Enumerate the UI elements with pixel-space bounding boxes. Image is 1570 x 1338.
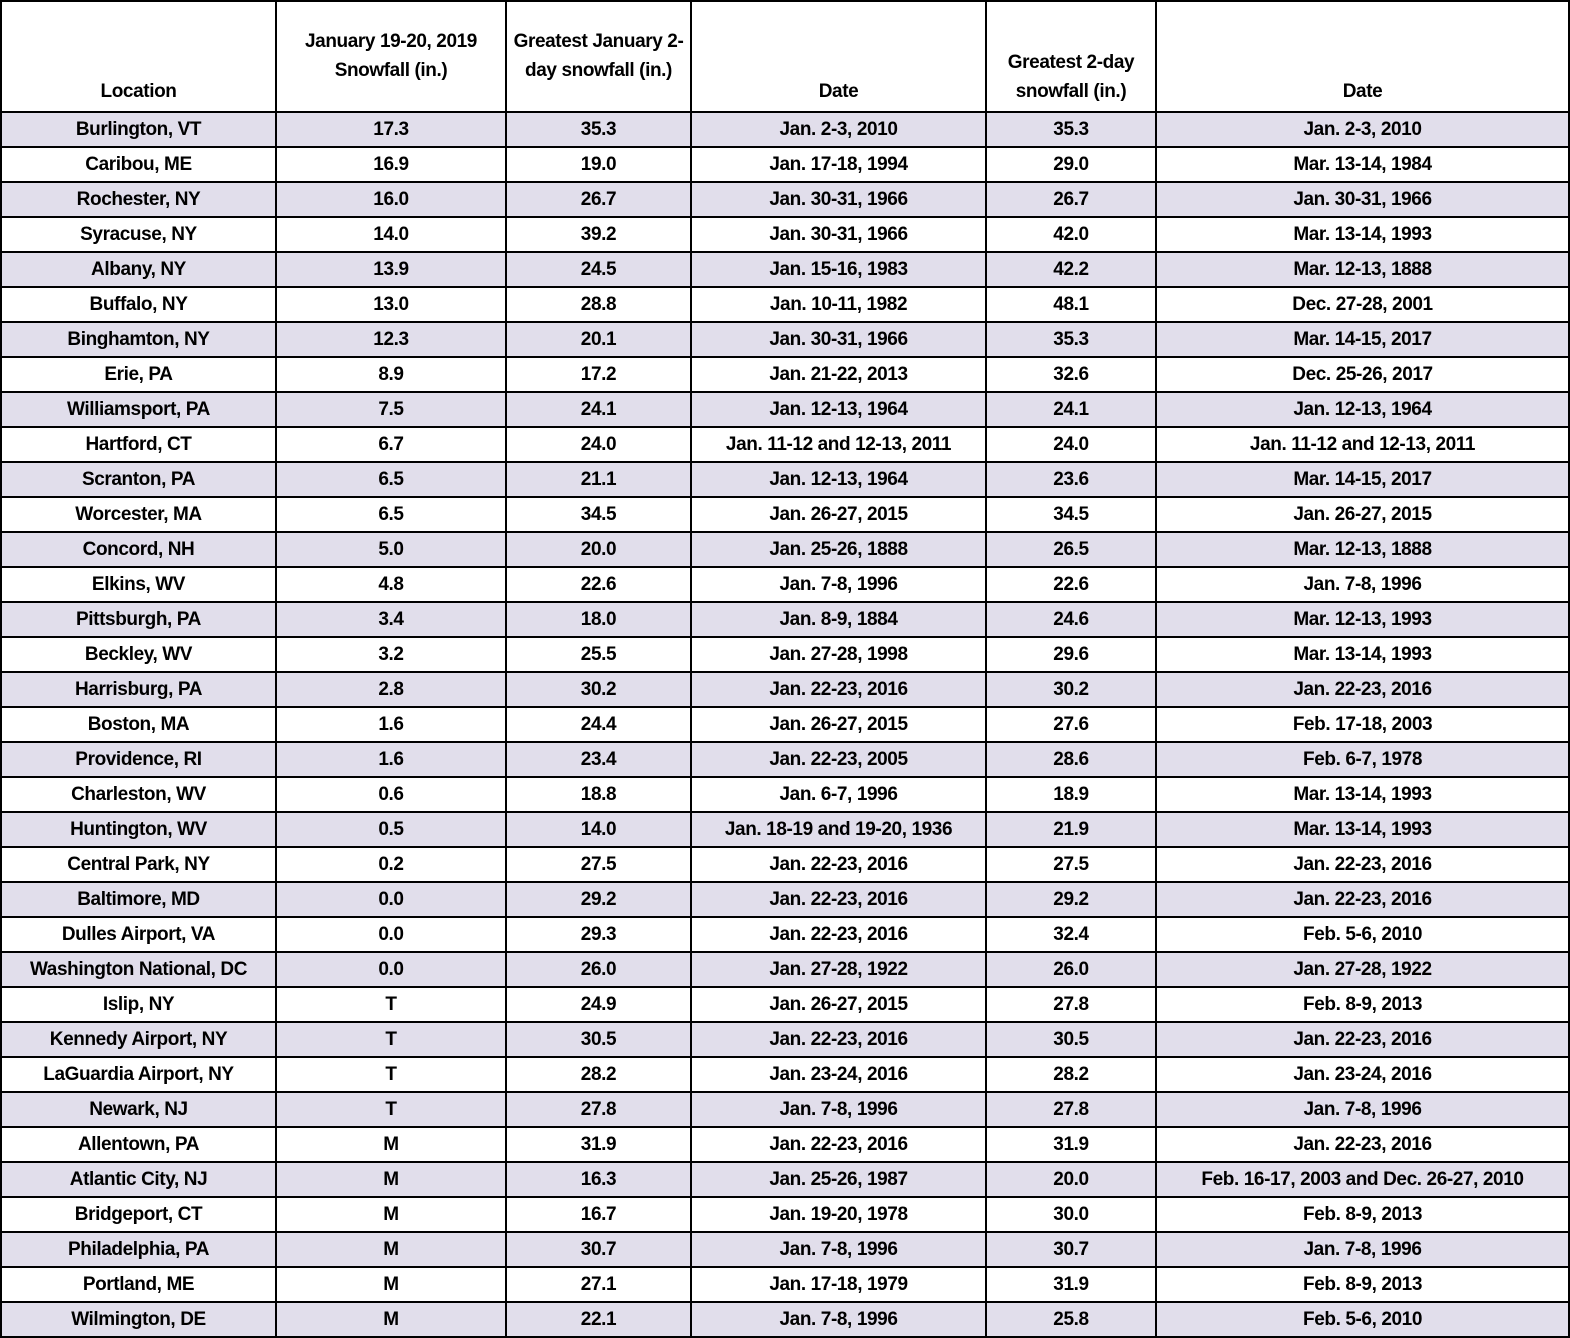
table-row — [1, 1057, 1569, 1092]
table-cell: Newark, NJ — [1, 1092, 276, 1127]
table-cell: Jan. 30-31, 1966 — [691, 182, 986, 217]
table-cell: Jan. 2-3, 2010 — [691, 112, 986, 147]
table-cell: 27.8 — [986, 1092, 1156, 1127]
column-header-date-january: Date — [691, 1, 986, 112]
table-cell: 26.0 — [986, 952, 1156, 987]
table-cell: Jan. 27-28, 1922 — [691, 952, 986, 987]
table-cell: Kennedy Airport, NY — [1, 1022, 276, 1057]
table-cell: Dec. 27-28, 2001 — [1156, 287, 1569, 322]
table-cell: Huntington, WV — [1, 812, 276, 847]
table-cell: Hartford, CT — [1, 427, 276, 462]
table-cell: Jan. 12-13, 1964 — [691, 462, 986, 497]
table-cell: M — [276, 1197, 506, 1232]
table-cell: Jan. 25-26, 1987 — [691, 1162, 986, 1197]
table-cell: 25.5 — [506, 637, 691, 672]
table-cell: Williamsport, PA — [1, 392, 276, 427]
table-row — [1, 322, 1569, 357]
table-cell: Elkins, WV — [1, 567, 276, 602]
table-cell: 34.5 — [506, 497, 691, 532]
table-cell: Jan. 17-18, 1979 — [691, 1267, 986, 1302]
table-cell: Jan. 12-13, 1964 — [1156, 392, 1569, 427]
table-cell: Jan. 7-8, 1996 — [691, 1232, 986, 1267]
table-cell: M — [276, 1232, 506, 1267]
table-cell: 31.9 — [986, 1127, 1156, 1162]
table-cell: 6.5 — [276, 497, 506, 532]
column-header-location: Location — [1, 1, 276, 112]
table-cell: Jan. 30-31, 1966 — [691, 322, 986, 357]
table-cell: 30.5 — [986, 1022, 1156, 1057]
table-cell: Charleston, WV — [1, 777, 276, 812]
table-cell: Allentown, PA — [1, 1127, 276, 1162]
table-row — [1, 1162, 1569, 1197]
table-cell: 31.9 — [986, 1267, 1156, 1302]
table-cell: 20.0 — [986, 1162, 1156, 1197]
table-cell: Jan. 7-8, 1996 — [691, 1092, 986, 1127]
table-cell: 21.1 — [506, 462, 691, 497]
table-cell: M — [276, 1302, 506, 1337]
table-cell: Pittsburgh, PA — [1, 602, 276, 637]
table-cell: Jan. 23-24, 2016 — [691, 1057, 986, 1092]
table-cell: 23.4 — [506, 742, 691, 777]
table-cell: 27.8 — [506, 1092, 691, 1127]
table-cell: 35.3 — [506, 112, 691, 147]
table-cell: 20.1 — [506, 322, 691, 357]
table-cell: Jan. 26-27, 2015 — [1156, 497, 1569, 532]
table-cell: Dec. 25-26, 2017 — [1156, 357, 1569, 392]
table-cell: 14.0 — [506, 812, 691, 847]
table-cell: Jan. 22-23, 2016 — [1156, 1022, 1569, 1057]
table-cell: 0.0 — [276, 952, 506, 987]
table-cell: Baltimore, MD — [1, 882, 276, 917]
table-row — [1, 1092, 1569, 1127]
table-row — [1, 602, 1569, 637]
table-row — [1, 1267, 1569, 1302]
table-cell: M — [276, 1162, 506, 1197]
table-cell: M — [276, 1267, 506, 1302]
table-cell: Jan. 26-27, 2015 — [691, 707, 986, 742]
table-cell: 30.2 — [506, 672, 691, 707]
table-cell: Jan. 23-24, 2016 — [1156, 1057, 1569, 1092]
table-cell: 29.3 — [506, 917, 691, 952]
table-cell: Jan. 22-23, 2016 — [1156, 1127, 1569, 1162]
table-body — [1, 112, 1569, 1337]
table-cell: Jan. 30-31, 1966 — [691, 217, 986, 252]
table-row — [1, 357, 1569, 392]
table-row — [1, 147, 1569, 182]
table-cell: Jan. 11-12 and 12-13, 2011 — [691, 427, 986, 462]
table-cell: Caribou, ME — [1, 147, 276, 182]
table-cell: 1.6 — [276, 742, 506, 777]
table-cell: 1.6 — [276, 707, 506, 742]
table-row — [1, 952, 1569, 987]
table-cell: Washington National, DC — [1, 952, 276, 987]
table-cell: 30.7 — [986, 1232, 1156, 1267]
table-cell: Jan. 19-20, 1978 — [691, 1197, 986, 1232]
table-cell: Syracuse, NY — [1, 217, 276, 252]
table-cell: 26.7 — [986, 182, 1156, 217]
table-row — [1, 532, 1569, 567]
table-cell: Mar. 13-14, 1993 — [1156, 777, 1569, 812]
table-cell: 32.4 — [986, 917, 1156, 952]
table-cell: Jan. 25-26, 1888 — [691, 532, 986, 567]
table-row — [1, 777, 1569, 812]
table-cell: 24.9 — [506, 987, 691, 1022]
table-cell: Mar. 14-15, 2017 — [1156, 462, 1569, 497]
table-cell: Jan. 6-7, 1996 — [691, 777, 986, 812]
table-cell: 17.2 — [506, 357, 691, 392]
table-cell: 39.2 — [506, 217, 691, 252]
table-cell: Mar. 13-14, 1993 — [1156, 812, 1569, 847]
table-row — [1, 567, 1569, 602]
table-row — [1, 672, 1569, 707]
table-cell: 30.7 — [506, 1232, 691, 1267]
table-cell: Jan. 11-12 and 12-13, 2011 — [1156, 427, 1569, 462]
table-cell: Mar. 12-13, 1888 — [1156, 532, 1569, 567]
table-cell: Binghamton, NY — [1, 322, 276, 357]
table-cell: 0.0 — [276, 882, 506, 917]
table-cell: 26.0 — [506, 952, 691, 987]
table-cell: 8.9 — [276, 357, 506, 392]
table-cell: Jan. 27-28, 1922 — [1156, 952, 1569, 987]
table-cell: Feb. 6-7, 1978 — [1156, 742, 1569, 777]
table-row — [1, 637, 1569, 672]
table-cell: 25.8 — [986, 1302, 1156, 1337]
table-cell: 7.5 — [276, 392, 506, 427]
table-cell: 26.7 — [506, 182, 691, 217]
column-header-date-alltime: Date — [1156, 1, 1569, 112]
table-cell: 42.2 — [986, 252, 1156, 287]
table-cell: LaGuardia Airport, NY — [1, 1057, 276, 1092]
table-row — [1, 217, 1569, 252]
table-cell: 5.0 — [276, 532, 506, 567]
table-cell: Jan. 17-18, 1994 — [691, 147, 986, 182]
table-cell: Providence, RI — [1, 742, 276, 777]
table-cell: Feb. 8-9, 2013 — [1156, 987, 1569, 1022]
table-cell: 28.2 — [506, 1057, 691, 1092]
table-cell: 18.9 — [986, 777, 1156, 812]
table-cell: Jan. 7-8, 1996 — [1156, 1092, 1569, 1127]
table-cell: 27.6 — [986, 707, 1156, 742]
table-cell: 24.0 — [506, 427, 691, 462]
table-cell: 29.6 — [986, 637, 1156, 672]
table-cell: 24.0 — [986, 427, 1156, 462]
table-cell: 17.3 — [276, 112, 506, 147]
table-cell: Concord, NH — [1, 532, 276, 567]
table-cell: Central Park, NY — [1, 847, 276, 882]
table-cell: 22.6 — [986, 567, 1156, 602]
table-cell: Jan. 22-23, 2016 — [691, 882, 986, 917]
table-row — [1, 462, 1569, 497]
table-cell: T — [276, 1057, 506, 1092]
column-header-greatest-2day: Greatest 2-day snowfall (in.) — [986, 1, 1156, 112]
table-cell: Feb. 8-9, 2013 — [1156, 1267, 1569, 1302]
table-cell: Jan. 26-27, 2015 — [691, 987, 986, 1022]
table-cell: 24.1 — [986, 392, 1156, 427]
table-cell: 29.0 — [986, 147, 1156, 182]
table-cell: Jan. 18-19 and 19-20, 1936 — [691, 812, 986, 847]
table-cell: 28.8 — [506, 287, 691, 322]
table-cell: 3.2 — [276, 637, 506, 672]
table-row — [1, 1197, 1569, 1232]
table-row — [1, 707, 1569, 742]
header-row — [1, 1, 1569, 112]
table-cell: T — [276, 1022, 506, 1057]
table-cell: 30.0 — [986, 1197, 1156, 1232]
table-row — [1, 497, 1569, 532]
table-header — [1, 1, 1569, 112]
table-cell: Feb. 16-17, 2003 and Dec. 26-27, 2010 — [1156, 1162, 1569, 1197]
table-cell: Jan. 30-31, 1966 — [1156, 182, 1569, 217]
table-cell: Jan. 12-13, 1964 — [691, 392, 986, 427]
table-row — [1, 1232, 1569, 1267]
table-cell: Feb. 17-18, 2003 — [1156, 707, 1569, 742]
table-cell: Jan. 22-23, 2016 — [1156, 672, 1569, 707]
table-cell: 19.0 — [506, 147, 691, 182]
table-cell: Bridgeport, CT — [1, 1197, 276, 1232]
table-cell: 0.5 — [276, 812, 506, 847]
table-cell: Jan. 22-23, 2016 — [691, 672, 986, 707]
table-cell: Jan. 21-22, 2013 — [691, 357, 986, 392]
table-row — [1, 182, 1569, 217]
table-row — [1, 287, 1569, 322]
table-row — [1, 742, 1569, 777]
table-cell: 12.3 — [276, 322, 506, 357]
table-cell: 24.4 — [506, 707, 691, 742]
table-cell: Harrisburg, PA — [1, 672, 276, 707]
table-cell: 24.1 — [506, 392, 691, 427]
table-cell: Feb. 8-9, 2013 — [1156, 1197, 1569, 1232]
table-cell: Worcester, MA — [1, 497, 276, 532]
table-cell: Jan. 7-8, 1996 — [1156, 567, 1569, 602]
table-cell: 24.6 — [986, 602, 1156, 637]
table-cell: 0.6 — [276, 777, 506, 812]
table-cell: 27.5 — [986, 847, 1156, 882]
table-cell: 2.8 — [276, 672, 506, 707]
table-cell: 42.0 — [986, 217, 1156, 252]
table-row — [1, 1302, 1569, 1337]
table-cell: Jan. 22-23, 2016 — [691, 1022, 986, 1057]
table-cell: 35.3 — [986, 112, 1156, 147]
table-cell: Albany, NY — [1, 252, 276, 287]
column-header-jan-2019-snowfall: January 19-20, 2019 Snowfall (in.) — [276, 1, 506, 112]
table-cell: Rochester, NY — [1, 182, 276, 217]
table-cell: 22.1 — [506, 1302, 691, 1337]
table-cell: Jan. 2-3, 2010 — [1156, 112, 1569, 147]
table-row — [1, 917, 1569, 952]
table-cell: Buffalo, NY — [1, 287, 276, 322]
table-cell: Philadelphia, PA — [1, 1232, 276, 1267]
table-cell: Scranton, PA — [1, 462, 276, 497]
column-header-greatest-january-2day: Greatest January 2-day snowfall (in.) — [506, 1, 691, 112]
table-cell: 26.5 — [986, 532, 1156, 567]
table-cell: Jan. 27-28, 1998 — [691, 637, 986, 672]
table-cell: 30.2 — [986, 672, 1156, 707]
table-cell: 13.9 — [276, 252, 506, 287]
table-cell: 21.9 — [986, 812, 1156, 847]
table-cell: T — [276, 987, 506, 1022]
table-cell: Jan. 10-11, 1982 — [691, 287, 986, 322]
table-row — [1, 1127, 1569, 1162]
table-cell: 0.0 — [276, 917, 506, 952]
table-cell: 48.1 — [986, 287, 1156, 322]
table-row — [1, 847, 1569, 882]
table-cell: 31.9 — [506, 1127, 691, 1162]
table-row — [1, 427, 1569, 462]
table-cell: Jan. 22-23, 2005 — [691, 742, 986, 777]
table-cell: Mar. 13-14, 1993 — [1156, 637, 1569, 672]
table-cell: 30.5 — [506, 1022, 691, 1057]
table-cell: 6.5 — [276, 462, 506, 497]
table-cell: 20.0 — [506, 532, 691, 567]
table-cell: Erie, PA — [1, 357, 276, 392]
table-cell: 23.6 — [986, 462, 1156, 497]
table-row — [1, 812, 1569, 847]
table-cell: 16.9 — [276, 147, 506, 182]
table-cell: Jan. 22-23, 2016 — [1156, 847, 1569, 882]
table-cell: 28.2 — [986, 1057, 1156, 1092]
table-cell: M — [276, 1127, 506, 1162]
table-cell: 18.0 — [506, 602, 691, 637]
table-row — [1, 882, 1569, 917]
table-cell: 16.3 — [506, 1162, 691, 1197]
table-cell: 13.0 — [276, 287, 506, 322]
table-cell: 16.7 — [506, 1197, 691, 1232]
table-cell: Jan. 8-9, 1884 — [691, 602, 986, 637]
table-cell: Jan. 22-23, 2016 — [691, 917, 986, 952]
table-cell: 22.6 — [506, 567, 691, 602]
table-cell: 27.5 — [506, 847, 691, 882]
table-cell: Mar. 12-13, 1993 — [1156, 602, 1569, 637]
table-cell: Jan. 7-8, 1996 — [691, 1302, 986, 1337]
table-cell: 14.0 — [276, 217, 506, 252]
table-cell: 34.5 — [986, 497, 1156, 532]
table-cell: 0.2 — [276, 847, 506, 882]
table-cell: Islip, NY — [1, 987, 276, 1022]
table-cell: Jan. 22-23, 2016 — [1156, 882, 1569, 917]
table-cell: 6.7 — [276, 427, 506, 462]
table-cell: Jan. 22-23, 2016 — [691, 1127, 986, 1162]
table-cell: Jan. 15-16, 1983 — [691, 252, 986, 287]
table-cell: Mar. 13-14, 1984 — [1156, 147, 1569, 182]
table-row — [1, 252, 1569, 287]
table-cell: Jan. 26-27, 2015 — [691, 497, 986, 532]
table-cell: 32.6 — [986, 357, 1156, 392]
table-cell: Feb. 5-6, 2010 — [1156, 917, 1569, 952]
table-cell: Boston, MA — [1, 707, 276, 742]
table-row — [1, 1022, 1569, 1057]
table-cell: Mar. 14-15, 2017 — [1156, 322, 1569, 357]
table-row — [1, 987, 1569, 1022]
table-cell: Jan. 7-8, 1996 — [691, 567, 986, 602]
table-cell: Feb. 5-6, 2010 — [1156, 1302, 1569, 1337]
table-cell: Wilmington, DE — [1, 1302, 276, 1337]
table-cell: 28.6 — [986, 742, 1156, 777]
table-cell: 4.8 — [276, 567, 506, 602]
table-row — [1, 112, 1569, 147]
table-cell: 27.1 — [506, 1267, 691, 1302]
table-cell: 24.5 — [506, 252, 691, 287]
table-cell: 35.3 — [986, 322, 1156, 357]
table-row — [1, 392, 1569, 427]
table-cell: 29.2 — [986, 882, 1156, 917]
table-cell: Mar. 13-14, 1993 — [1156, 217, 1569, 252]
table-cell: 16.0 — [276, 182, 506, 217]
table-cell: Mar. 12-13, 1888 — [1156, 252, 1569, 287]
table-cell: Atlantic City, NJ — [1, 1162, 276, 1197]
table-cell: Jan. 22-23, 2016 — [691, 847, 986, 882]
table-cell: Dulles Airport, VA — [1, 917, 276, 952]
table-cell: T — [276, 1092, 506, 1127]
table-cell: 29.2 — [506, 882, 691, 917]
table-cell: Beckley, WV — [1, 637, 276, 672]
table-cell: Burlington, VT — [1, 112, 276, 147]
table-cell: Portland, ME — [1, 1267, 276, 1302]
table-cell: 18.8 — [506, 777, 691, 812]
table-cell: 3.4 — [276, 602, 506, 637]
table-cell: Jan. 7-8, 1996 — [1156, 1232, 1569, 1267]
table-cell: 27.8 — [986, 987, 1156, 1022]
